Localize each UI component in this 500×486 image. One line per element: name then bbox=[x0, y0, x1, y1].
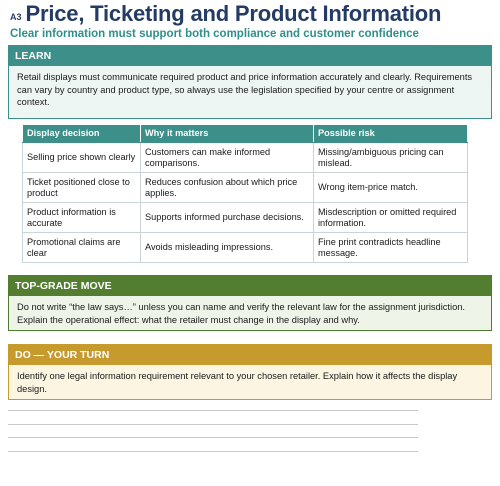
table-cell: Promotional claims are clear bbox=[23, 233, 141, 263]
table-row bbox=[23, 173, 468, 203]
display-decision-table bbox=[22, 124, 468, 263]
table-cell: Customers can make informed comparisons. bbox=[141, 143, 314, 173]
page-title: Price, Ticketing and Product Information bbox=[25, 1, 442, 26]
answer-line[interactable] bbox=[8, 437, 418, 438]
table-cell: Supports informed purchase decisions. bbox=[141, 203, 314, 233]
column-header-display-decision: Display decision bbox=[23, 125, 141, 143]
learn-box bbox=[8, 45, 492, 119]
learn-heading: LEARN bbox=[9, 46, 491, 66]
top-grade-heading: TOP-GRADE MOVE bbox=[9, 276, 491, 296]
table-cell: Avoids misleading impressions. bbox=[141, 233, 314, 263]
table-header-row bbox=[23, 125, 468, 143]
answer-line[interactable] bbox=[8, 410, 418, 411]
page-subtitle: Clear information must support both compliance and customer confidence bbox=[10, 28, 419, 40]
table-row bbox=[23, 203, 468, 233]
your-turn-heading: DO — YOUR TURN bbox=[9, 345, 491, 365]
learn-body: Retail displays must communicate required product and price information accurately and clearly. Requirements can vary by country and product type, so always use the legislation specified by your centre or assignment context. bbox=[17, 72, 473, 108]
your-turn-body: Identify one legal information requirement relevant to your chosen retailer. Explain how it affects the display design. bbox=[17, 371, 458, 394]
table-cell: Fine print contradicts headline message. bbox=[314, 233, 468, 263]
top-grade-body: Do not write “the law says…” unless you can name and verify the relevant law for the assignment jurisdiction. Explain the operational effect: what the retailer must change in the display and why. bbox=[17, 302, 466, 325]
top-grade-box bbox=[8, 275, 492, 331]
table-cell: Wrong item-price match. bbox=[314, 173, 468, 203]
title-row bbox=[10, 1, 495, 27]
column-header-possible-risk: Possible risk bbox=[314, 125, 468, 143]
table-row bbox=[23, 233, 468, 263]
table-cell: Ticket positioned close to product bbox=[23, 173, 141, 203]
answer-lines bbox=[8, 410, 418, 464]
answer-line[interactable] bbox=[8, 451, 418, 452]
your-turn-box bbox=[8, 344, 492, 400]
answer-line[interactable] bbox=[8, 424, 418, 425]
table-cell: Reduces confusion about which price applies. bbox=[141, 173, 314, 203]
table-cell: Missing/ambiguous pricing can mislead. bbox=[314, 143, 468, 173]
page-header bbox=[10, 1, 495, 40]
section-code: A3 bbox=[10, 12, 22, 22]
column-header-why-it-matters: Why it matters bbox=[141, 125, 314, 143]
table-cell: Misdescription or omitted required information. bbox=[314, 203, 468, 233]
table-row bbox=[23, 143, 468, 173]
table-cell: Product information is accurate bbox=[23, 203, 141, 233]
table-cell: Selling price shown clearly bbox=[23, 143, 141, 173]
